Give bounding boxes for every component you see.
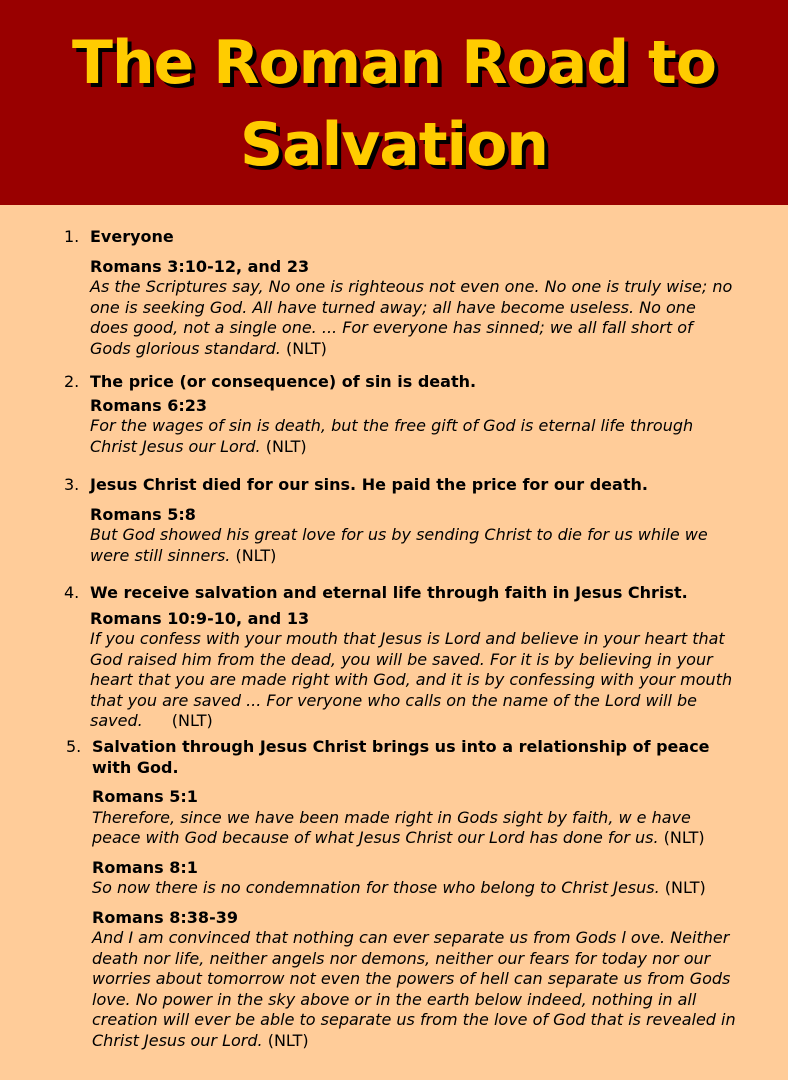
list-item-2 (64, 372, 734, 457)
item-heading: Everyone (90, 227, 174, 246)
list-item-5 (66, 737, 736, 1051)
translation-tag: (NLT) (664, 878, 706, 897)
item-heading: Jesus Christ died for our sins. He paid the price for our death. (90, 475, 648, 494)
scripture-reference: Romans 6:23 (90, 395, 208, 415)
scripture-text: Therefore, since we have been made right in Gods sight by faith, w e have peace with God because of what Jesus Christ our Lord has done for us. (NLT) (92, 807, 705, 847)
item-number: 2. (64, 372, 80, 391)
scripture-reference: Romans 8:1 (92, 857, 198, 877)
scripture-text: For the wages of sin is death, but the free gift of God is eternal life through Christ Jesus our Lord. (NLT) (90, 416, 694, 456)
scripture-reference: Romans 10:9-10, and 13 (90, 608, 310, 628)
scripture-reference: Romans 5:8 (90, 504, 196, 524)
item-number: 1. (64, 227, 80, 246)
scripture-text: And I am convinced that nothing can ever separate us from Gods l ove. Neither death nor life, neither angels nor demons, neither our fears for today nor our worries about tomorrow not even the powers of hell can separate us from Gods love. No power in the sky above or in the earth below indeed, nothing in all creation will ever be able to separate us from the love of God that is revealed in Christ Jesus our Lord. (NLT) (92, 928, 736, 1050)
item-heading: We receive salvation and eternal life through faith in Jesus Christ. (90, 583, 688, 602)
list-item-1 (64, 227, 734, 359)
item-heading: Salvation through Jesus Christ brings us into a relationship of peace with God. (92, 737, 710, 777)
translation-tag: (NLT) (171, 711, 213, 730)
item-number: 3. (64, 475, 80, 494)
scripture-text: So now there is no condemnation for those who belong to Christ Jesus. (NLT) (92, 878, 706, 897)
translation-tag: (NLT) (267, 1030, 309, 1050)
scripture-reference: Romans 5:1 (92, 787, 198, 806)
scripture-text: As the Scriptures say, No one is righteous not even one. No one is truly wise; no one is seeking God. All have turned away; all have become useless. No one does good, not a single one. ... For everyone has sinned; we all fall short of Gods glorious standard. (NLT) (90, 277, 733, 358)
list-item-4 (64, 583, 734, 732)
item-heading: The price (or consequence) of sin is death. (90, 372, 477, 391)
list-item-3 (64, 475, 734, 566)
translation-tag: (NLT) (663, 828, 705, 847)
translation-tag: (NLT) (285, 338, 327, 358)
scripture-reference: Romans 8:38-39 (92, 907, 238, 927)
title-line-2: Salvation (239, 110, 549, 180)
item-number: 5. (66, 737, 82, 756)
scripture-reference: Romans 3:10-12, and 23 (90, 256, 310, 276)
scripture-text: But God showed his great love for us by sending Christ to die for us while we were still sinners. (NLT) (90, 525, 708, 565)
title-banner (0, 0, 788, 205)
title-line-1: The Roman Road to (72, 28, 716, 98)
page-title (0, 22, 788, 186)
translation-tag: (NLT) (235, 545, 277, 565)
translation-tag: (NLT) (265, 436, 307, 456)
item-number: 4. (64, 583, 80, 602)
scripture-text: If you confess with your mouth that Jesus is Lord and believe in your heart that God raised him from the dead, you will be saved. For it is by believing in your heart that you are made right with God, and it is by confessing with your mouth that you are saved ... For veryone who calls on the name of the Lord will be saved. (NLT) (90, 629, 733, 730)
